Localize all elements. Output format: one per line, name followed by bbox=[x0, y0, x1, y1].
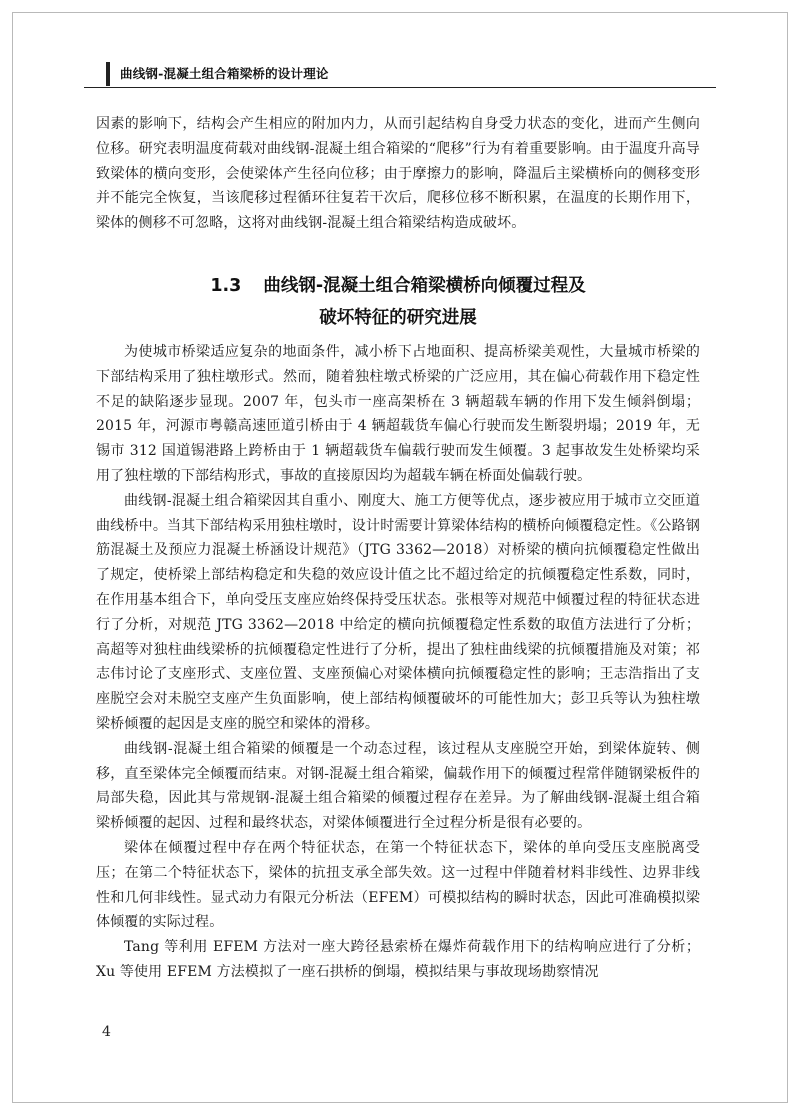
page-number: 4 bbox=[102, 1024, 111, 1040]
header-title: 曲线钢-混凝土组合箱梁桥的设计理论 bbox=[120, 66, 329, 81]
section-body bbox=[96, 340, 700, 985]
section-heading bbox=[96, 270, 700, 334]
section-title-line-2: 破坏特征的研究进展 bbox=[319, 308, 477, 328]
section-number: 1.3 bbox=[210, 276, 242, 296]
header-rule bbox=[84, 87, 716, 88]
paragraph: 梁体在倾覆过程中存在两个特征状态，在第一个特征状态下，梁体的单向受压支座脱离受压；在第二个特征状态下，梁体的抗扭支承全部失效。这一过程中伴随着材料非线性、边界非线性和几何非线性。显式动力有限元分析法（EFEM）可模拟结构的瞬时状态，因此可准确模拟梁体倾覆的实际过程。 bbox=[96, 839, 700, 931]
paragraph: 为使城市桥梁适应复杂的地面条件，减小桥下占地面积、提高桥梁美观性，大量城市桥梁的下部结构采用了独柱墩形式。然而，随着独柱墩式桥梁的广泛应用，其在偏心荷载作用下稳定性不足的缺陷逐步显现。2007 年，包头市一座高架桥在 3 辆超载车辆的作用下发生倾斜倒塌；2015 年，河源市粤赣高速匝道引桥由于 4 辆超载货车偏心行驶而发生断裂坍塌；2019 年，无锡市 312 国道锡港路上跨桥由于 1 辆超载货车偏载行驶而发生倾覆。3 起事故发生处桥梁均采用了独柱墩的下部结构形式，事故的直接原因均为超载车辆在桥面处偏载行驶。 bbox=[96, 344, 700, 484]
intro-text bbox=[96, 112, 700, 236]
paragraph: 曲线钢-混凝土组合箱梁因其自重小、刚度大、施工方便等优点，逐步被应用于城市立交匝道曲线桥中。当其下部结构采用独柱墩时，设计时需要计算梁体结构的横桥向倾覆稳定性。《公路钢筋混凝土及预应力混凝土桥涵设计规范》（JTG 3362—2018）对桥梁的横向抗倾覆稳定性做出了规定，使桥梁上部结构稳定和失稳的效应设计值之比不超过给定的抗倾覆稳定性系数，同时，在作用基本组合下，单向受压支座应始终保持受压状态。张根等对规范中倾覆过程的特征状态进行了分析，对规范 JTG 3362—2018 中给定的横向抗倾覆稳定性系数的取值方法进行了分析；高超等对独柱曲线梁桥的抗倾覆稳定性进行了分析，提出了独柱曲线梁的抗倾覆措施及对策；祁志伟讨论了支座形式、支座位置、支座预偏心对梁体横向抗倾覆稳定性的影响；王志浩指出了支座脱空会对未脱空支座产生负面影响，使上部结构倾覆破坏的可能性加大；彭卫兵等认为独柱墩梁桥倾覆的起因是支座的脱空和梁体的滑移。 bbox=[96, 492, 700, 732]
paragraph: 曲线钢-混凝土组合箱梁的倾覆是一个动态过程，该过程从支座脱空开始，到梁体旋转、侧移，直至梁体完全倾覆而结束。对钢-混凝土组合箱梁，偏载作用下的倾覆过程常伴随钢梁板件的局部失稳，因此其与常规钢-混凝土组合箱梁的倾覆过程存在差异。为了解曲线钢-混凝土组合箱梁桥倾覆的起因、过程和最终状态，对梁体倾覆进行全过程分析是很有必要的。 bbox=[96, 740, 700, 832]
paragraph-continued: 因素的影响下，结构会产生相应的附加内力，从而引起结构自身受力状态的变化，进而产生侧向位移。研究表明温度荷载对曲线钢-混凝土组合箱梁的“爬移”行为有着重要影响。由于温度升高导致梁体的横向变形，会使梁体产生径向位移；由于摩擦力的影响，降温后主梁横桥向的侧移变形并不能完全恢复，当该爬移过程循环往复若干次后，爬移位移不断积累，在温度的长期作用下，梁体的侧移不可忽略，这将对曲线钢-混凝土组合箱梁结构造成破坏。 bbox=[96, 116, 700, 232]
section-title-line-1: 曲线钢-混凝土组合箱梁横桥向倾覆过程及 bbox=[263, 276, 586, 296]
header-bar bbox=[106, 62, 110, 86]
section-heading-line-1 bbox=[96, 270, 700, 302]
paragraph: Tang 等利用 EFEM 方法对一座大跨径悬索桥在爆炸荷载作用下的结构响应进行了分析；Xu 等使用 EFEM 方法模拟了一座石拱桥的倒塌，模拟结果与事故现场勘察情况 bbox=[96, 939, 700, 980]
running-header bbox=[84, 62, 716, 86]
